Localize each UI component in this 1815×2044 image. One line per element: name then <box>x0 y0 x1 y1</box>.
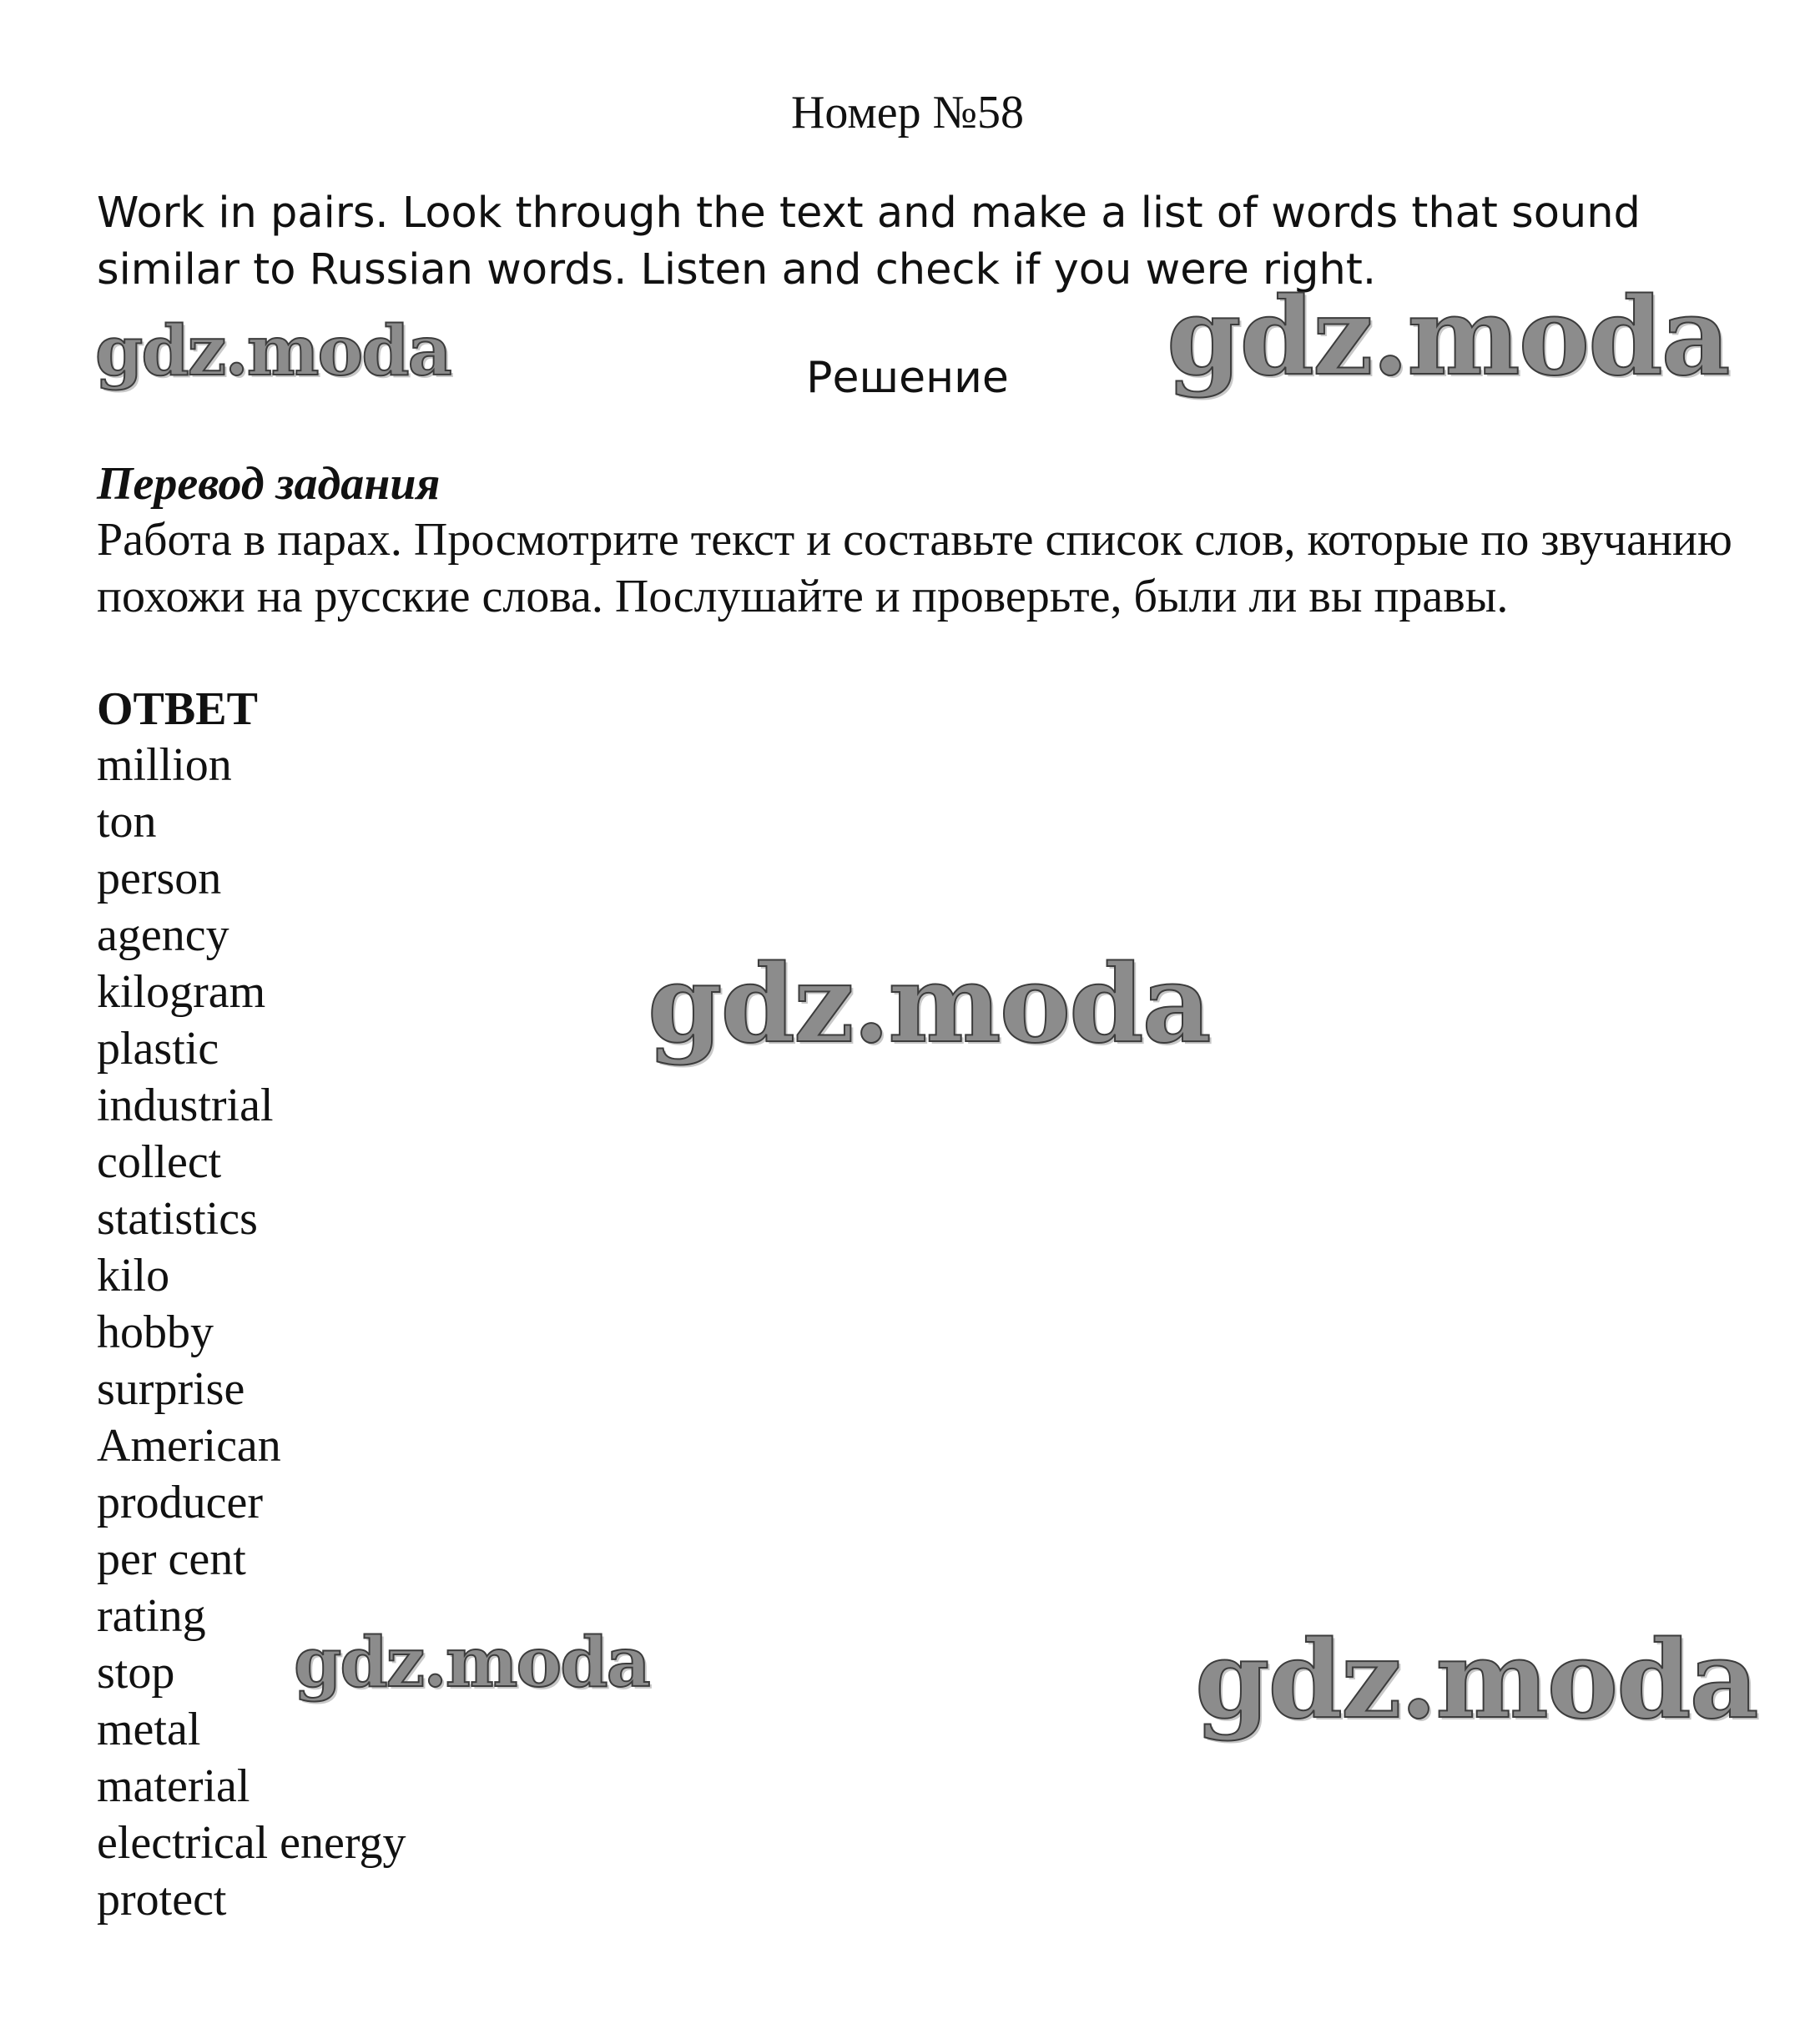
answer-word: surprise <box>97 1363 245 1415</box>
answer-word: hobby <box>97 1306 214 1358</box>
answer-word: American <box>97 1420 281 1472</box>
answer-word: kilo <box>97 1250 170 1301</box>
page-title: Номер №58 <box>790 87 1025 138</box>
watermark: gdz.moda <box>648 942 1210 1067</box>
answer-word: protect <box>97 1874 227 1926</box>
answer-word: per cent <box>97 1533 246 1585</box>
answer-word: statistics <box>97 1193 258 1245</box>
answer-word: stop <box>97 1647 175 1699</box>
task-text: Work in pairs. Look through the text and make a list of words that sound similar to Russian words. Listen and check if you were right. <box>97 189 1641 295</box>
watermark: gdz.moda <box>1167 274 1729 400</box>
answer-word: industrial <box>97 1080 274 1131</box>
answer-word: million <box>97 739 232 791</box>
answer-word: metal <box>97 1704 201 1755</box>
solution-label: Решение <box>806 353 1009 403</box>
watermark: gdz.moda <box>1195 1618 1757 1743</box>
answer-word: rating <box>97 1590 206 1642</box>
answer-word: producer <box>97 1477 264 1528</box>
translation-heading: Перевод задания <box>97 458 441 510</box>
answer-heading: ОТВЕТ <box>97 683 258 735</box>
watermark: gdz.moda <box>294 1623 649 1703</box>
watermark: gdz.moda <box>95 311 451 391</box>
answer-word: collect <box>97 1136 222 1188</box>
answer-word-list <box>97 737 406 1928</box>
answer-word: plastic <box>97 1023 219 1075</box>
answer-word: kilogram <box>97 966 266 1018</box>
answer-word: electrical energy <box>97 1817 406 1869</box>
answer-word: agency <box>97 909 229 961</box>
answer-word: ton <box>97 796 157 848</box>
answer-word: person <box>97 853 222 904</box>
translation-text: Работа в парах. Просмотрите текст и составьте список слов, которые по звучанию похожи на русские слова. Послушайте и проверьте, были ли вы правы. <box>97 514 1732 622</box>
answer-word: material <box>97 1760 250 1812</box>
